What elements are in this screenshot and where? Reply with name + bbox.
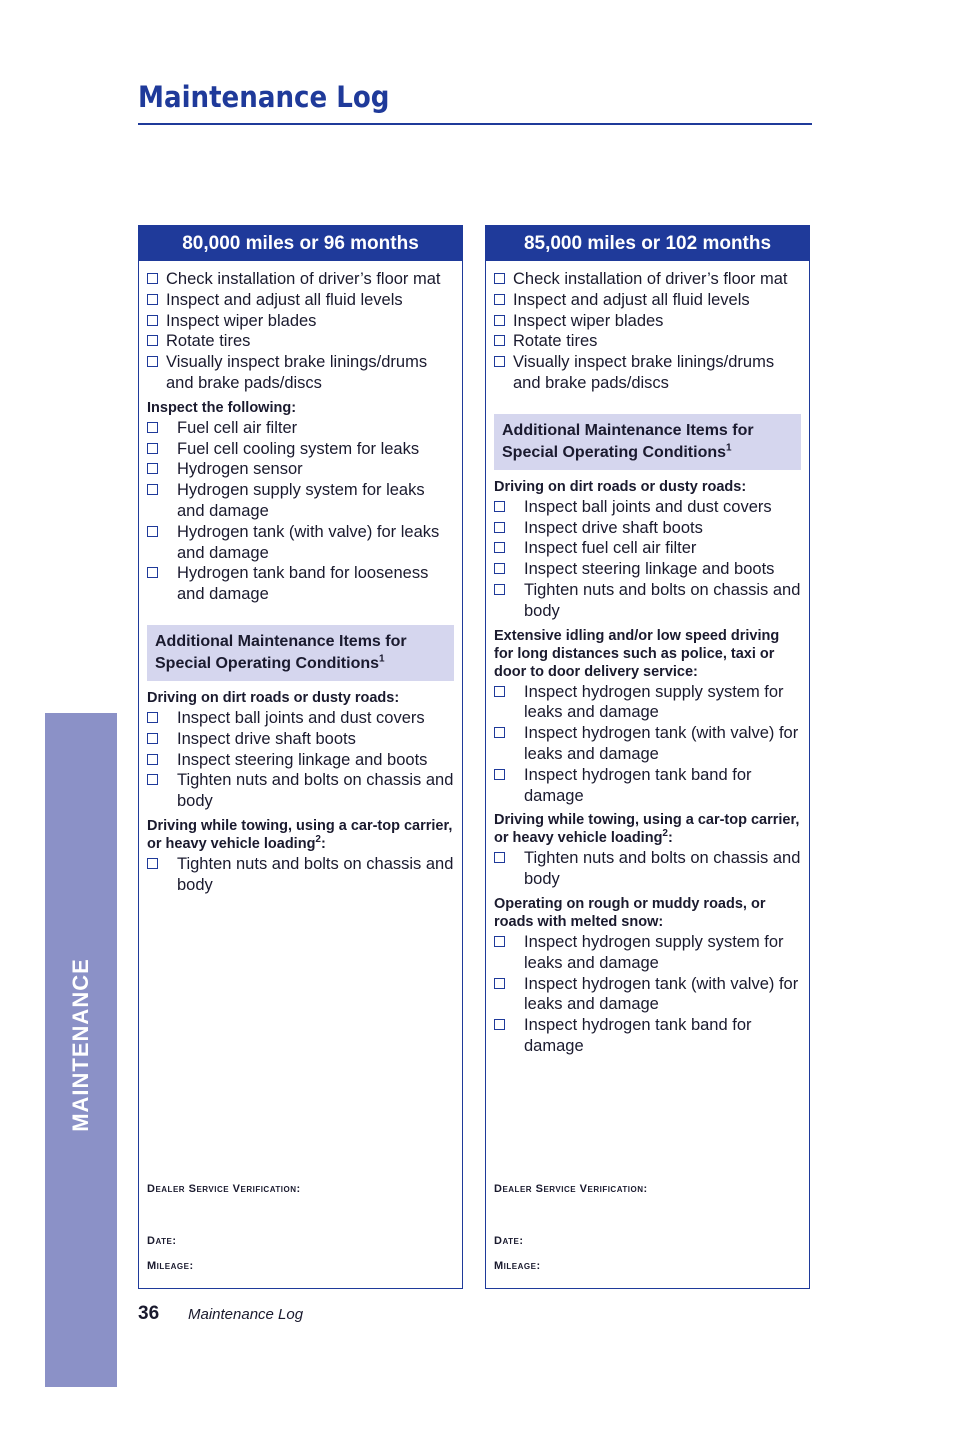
additional-heading: Additional Maintenance Items for Special Operating Conditions xyxy=(155,632,407,672)
checklist-item xyxy=(147,854,454,896)
checklist-item xyxy=(494,311,801,332)
dirt-roads-items-list xyxy=(147,708,454,812)
towing-items-list xyxy=(147,854,454,896)
checklist-item-label: Hydrogen tank (with valve) for leaks and damage xyxy=(177,522,440,562)
checklist-item xyxy=(147,729,454,750)
checklist-item xyxy=(147,770,454,812)
rough-roads-items-list xyxy=(494,932,801,1057)
checklist-item xyxy=(147,290,454,311)
checklist-item-label: Inspect wiper blades xyxy=(166,311,317,330)
checkbox-icon[interactable] xyxy=(147,484,158,495)
checklist-item xyxy=(147,311,454,332)
towing-heading xyxy=(494,811,801,847)
checklist-item xyxy=(494,497,801,518)
checkbox-icon[interactable] xyxy=(494,852,505,863)
additional-heading: Additional Maintenance Items for Special Operating Conditions xyxy=(502,421,754,461)
checkbox-icon[interactable] xyxy=(494,686,505,697)
checkbox-icon[interactable] xyxy=(494,727,505,738)
checklist-item xyxy=(147,522,454,564)
footer-section-label: Maintenance Log xyxy=(188,1306,304,1323)
checkbox-icon[interactable] xyxy=(147,774,158,785)
checkbox-icon[interactable] xyxy=(147,526,158,537)
checkbox-icon[interactable] xyxy=(494,273,505,284)
checklist-item xyxy=(494,580,801,622)
checkbox-icon[interactable] xyxy=(494,936,505,947)
checklist-item xyxy=(147,708,454,729)
checklist-item-label: Inspect hydrogen tank (with valve) for leaks and damage xyxy=(524,974,799,1014)
idling-items-list xyxy=(494,682,801,807)
checkbox-icon[interactable] xyxy=(147,422,158,433)
checkbox-icon[interactable] xyxy=(147,733,158,744)
dirt-roads-heading: Driving on dirt roads or dusty roads: xyxy=(494,478,747,495)
checkbox-icon[interactable] xyxy=(147,754,158,765)
towing-heading-colon: : xyxy=(667,830,673,847)
checkbox-icon[interactable] xyxy=(494,335,505,346)
checklist-item-label: Inspect steering linkage and boots xyxy=(524,560,775,579)
towing-heading xyxy=(147,817,454,853)
checklist-item xyxy=(147,331,454,352)
basic-items-list xyxy=(147,269,454,394)
rough-roads-heading: Operating on rough or muddy roads, or roads with melted snow: xyxy=(494,895,766,930)
checklist-item xyxy=(147,750,454,771)
interval-header: 85,000 miles or 102 months xyxy=(486,226,809,261)
interval-85000-column xyxy=(485,225,810,1289)
inspect-heading: Inspect the following: xyxy=(147,399,297,416)
checkbox-icon[interactable] xyxy=(494,501,505,512)
checklist-item xyxy=(494,352,801,394)
checklist-item xyxy=(494,538,801,559)
inspect-items-list xyxy=(147,418,454,605)
footnote-ref: 1 xyxy=(379,653,385,665)
checklist-item-label: Tighten nuts and bolts on chassis and body xyxy=(177,854,454,894)
towing-items-list xyxy=(494,848,801,890)
basic-items-list xyxy=(494,269,801,394)
checkbox-icon[interactable] xyxy=(494,294,505,305)
footnote-ref: 1 xyxy=(726,442,732,454)
checkbox-icon[interactable] xyxy=(494,1019,505,1030)
checkbox-icon[interactable] xyxy=(147,567,158,578)
checklist-item-label: Visually inspect brake linings/drums and brake pads/discs xyxy=(513,353,775,392)
checkbox-icon[interactable] xyxy=(147,273,158,284)
side-tab-label: MAINTENANCE xyxy=(68,958,93,1132)
additional-maintenance-box xyxy=(494,414,801,470)
checklist-item-label: Check installation of driver’s floor mat xyxy=(166,270,441,288)
dealer-verification-label: Dealer Service Verification: xyxy=(147,1183,301,1195)
checklist-item-label: Inspect hydrogen supply system for leaks and damage xyxy=(524,932,784,972)
checklist-item xyxy=(494,290,801,311)
checklist-item-label: Inspect drive shaft boots xyxy=(524,518,703,537)
checklist-item-label: Fuel cell cooling system for leaks xyxy=(177,439,420,458)
checkbox-icon[interactable] xyxy=(494,978,505,989)
interval-80000-column xyxy=(138,225,463,1289)
checklist-item xyxy=(147,418,454,439)
checkbox-icon[interactable] xyxy=(494,522,505,533)
checklist-item xyxy=(494,1015,801,1057)
checklist-item xyxy=(494,723,801,765)
checklist-item-label: Hydrogen tank band for looseness and damage xyxy=(177,564,429,604)
checklist-item xyxy=(494,974,801,1016)
checklist-item-label: Check installation of driver’s floor mat xyxy=(513,270,788,288)
interval-body xyxy=(139,261,462,896)
towing-heading-text: Driving while towing, using a car-top carrier, or heavy vehicle loading xyxy=(147,817,453,852)
interval-body xyxy=(486,261,809,1057)
checklist-item xyxy=(494,518,801,539)
checklist-item-label: Tighten nuts and bolts on chassis and body xyxy=(177,771,454,811)
checklist-item xyxy=(494,559,801,580)
checklist-item-label: Rotate tires xyxy=(513,332,598,351)
checkbox-icon[interactable] xyxy=(147,315,158,326)
page-title: Maintenance Log xyxy=(138,80,390,114)
checklist-item-label: Inspect hydrogen tank band for damage xyxy=(524,765,752,805)
checkbox-icon[interactable] xyxy=(147,858,158,869)
mileage-label: Mileage: xyxy=(494,1260,541,1272)
checkbox-icon[interactable] xyxy=(147,443,158,454)
checklist-item-label: Inspect hydrogen tank band for damage xyxy=(524,1016,752,1055)
checklist-item-label: Inspect hydrogen tank (with valve) for leaks and damage xyxy=(524,724,799,763)
checklist-item xyxy=(494,682,801,724)
checkbox-icon[interactable] xyxy=(147,335,158,346)
checkbox-icon[interactable] xyxy=(147,712,158,723)
checklist-item-label: Inspect ball joints and dust covers xyxy=(524,497,772,516)
checklist-item-label: Inspect and adjust all fluid levels xyxy=(166,290,403,309)
mileage-label: Mileage: xyxy=(147,1260,194,1272)
checklist-item xyxy=(147,352,454,394)
checklist-item xyxy=(494,932,801,974)
checkbox-icon[interactable] xyxy=(494,542,505,553)
checklist-item-label: Inspect and adjust all fluid levels xyxy=(513,290,750,309)
checklist-item xyxy=(494,331,801,352)
checklist-item xyxy=(147,480,454,522)
checklist-item-label: Hydrogen sensor xyxy=(177,460,303,479)
checklist-item-label: Inspect hydrogen supply system for leaks and damage xyxy=(524,682,784,722)
checkbox-icon[interactable] xyxy=(494,584,505,595)
checklist-item xyxy=(147,563,454,605)
interval-header: 80,000 miles or 96 months xyxy=(139,226,462,261)
checkbox-icon[interactable] xyxy=(147,356,158,367)
towing-heading-text: Driving while towing, using a car-top carrier, or heavy vehicle loading xyxy=(494,812,800,847)
dealer-verification-label: Dealer Service Verification: xyxy=(494,1183,648,1195)
checklist-item-label: Tighten nuts and bolts on chassis and body xyxy=(524,849,801,889)
checklist-item-label: Inspect wiper blades xyxy=(513,311,664,330)
checklist-item xyxy=(147,269,454,290)
idling-heading: Extensive idling and/or low speed driving for long distances such as police, taxi or door to door delivery service: xyxy=(494,627,780,680)
footnote-ref: 2 xyxy=(662,828,668,840)
checkbox-icon[interactable] xyxy=(147,463,158,474)
checklist-item xyxy=(494,765,801,807)
checkbox-icon[interactable] xyxy=(494,769,505,780)
checklist-item-label: Visually inspect brake linings/drums and brake pads/discs xyxy=(166,353,428,392)
checklist-item xyxy=(494,848,801,890)
page-number: 36 xyxy=(138,1303,160,1324)
dirt-roads-items-list xyxy=(494,497,801,622)
date-label: Date: xyxy=(147,1235,177,1247)
date-label: Date: xyxy=(494,1235,524,1247)
checklist-item xyxy=(147,459,454,480)
dirt-roads-heading: Driving on dirt roads or dusty roads: xyxy=(147,689,400,706)
checklist-item xyxy=(494,269,801,290)
checklist-item-label: Inspect steering linkage and boots xyxy=(177,750,428,769)
checkbox-icon[interactable] xyxy=(494,356,505,367)
footnote-ref: 2 xyxy=(315,834,321,846)
checkbox-icon[interactable] xyxy=(147,294,158,305)
checkbox-icon[interactable] xyxy=(494,315,505,326)
checklist-item xyxy=(147,439,454,460)
checklist-item-label: Rotate tires xyxy=(166,332,251,351)
checklist-item-label: Tighten nuts and bolts on chassis and body xyxy=(524,580,801,620)
title-divider xyxy=(138,123,812,125)
towing-heading-colon: : xyxy=(320,835,326,852)
checklist-item-label: Fuel cell air filter xyxy=(177,418,298,437)
checklist-item-label: Inspect drive shaft boots xyxy=(177,729,356,748)
checklist-item-label: Inspect ball joints and dust covers xyxy=(177,708,425,727)
additional-maintenance-box xyxy=(147,625,454,681)
checklist-item-label: Inspect fuel cell air filter xyxy=(524,539,697,558)
checklist-item-label: Hydrogen supply system for leaks and damage xyxy=(177,481,425,520)
checkbox-icon[interactable] xyxy=(494,563,505,574)
